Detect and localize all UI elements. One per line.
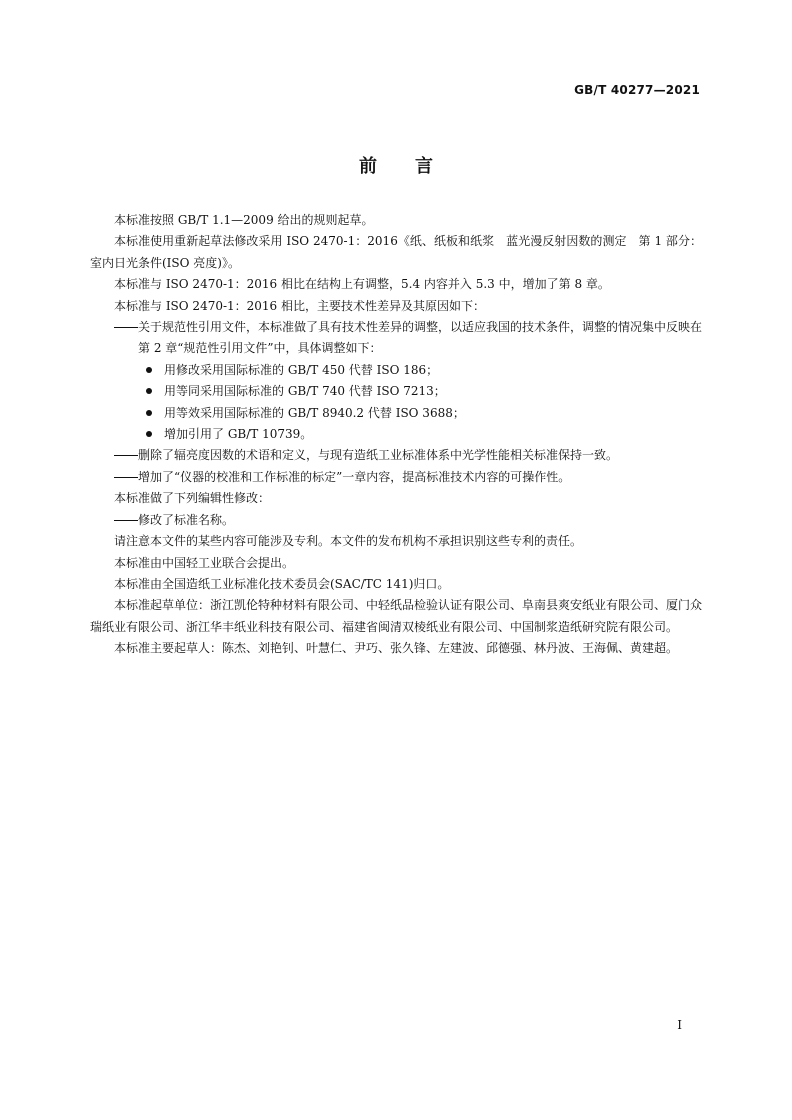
paragraph-patent-notice: 请注意本文件的某些内容可能涉及专利。本文件的发布机构不承担识别这些专利的责任。	[114, 534, 583, 549]
dash-item-normative-references	[90, 317, 702, 360]
em-dash-marker	[114, 520, 138, 521]
bullet-item-text: 增加引用了 GB/T 10739。	[164, 427, 313, 442]
bullet-item-text: 用修改采用国际标准的 GB/T 450 代替 ISO 186；	[164, 362, 439, 377]
paragraph-committee: 本标准由全国造纸工业标准化技术委员会(SAC/TC 141)归口。	[114, 576, 450, 591]
page-number: I	[677, 1018, 682, 1032]
document-code: GB/T 40277—2021	[574, 83, 700, 97]
paragraph-technical-differences: 本标准与 ISO 2470-1：2016 相比，主要技术性差异及其原因如下：	[114, 298, 486, 313]
dash-item-standard-name	[90, 510, 702, 531]
document-body	[90, 210, 702, 660]
page-title: 前言	[359, 156, 471, 177]
bullet-dot-icon	[146, 388, 152, 394]
em-dash-marker	[114, 327, 138, 328]
paragraph-editorial-changes: 本标准做了下列编辑性修改：	[114, 491, 271, 506]
bullet-item	[90, 381, 702, 402]
paragraph-adoption: 本标准使用重新起草法修改采用 ISO 2470-1：2016《纸、纸板和纸浆 蓝光漫反射因数的测定 第 1 部分：室内日光条件(ISO 亮度)》。	[90, 234, 702, 270]
dash-item-text: 关于规范性引用文件，本标准做了具有技术性差异的调整，以适应我国的技术条件，调整的情况集中反映在第 2 章“规范性引用文件”中，具体调整如下：	[138, 320, 703, 356]
dash-item-text: 删除了辐亮度因数的术语和定义，与现有造纸工业标准体系中光学性能相关标准保持一致。	[138, 448, 619, 463]
dash-item-text: 修改了标准名称。	[138, 512, 235, 527]
dash-item-text: 增加了“仪器的校准和工作标准的标定”一章内容，提高标准技术内容的可操作性。	[138, 469, 571, 484]
paragraph-structure-changes: 本标准与 ISO 2470-1：2016 相比在结构上有调整，5.4 内容并入 5.3 中，增加了第 8 章。	[114, 277, 610, 292]
bullet-dot-icon	[146, 410, 152, 416]
bullet-item	[90, 360, 702, 381]
bullet-item-text: 用等同采用国际标准的 GB/T 740 代替 ISO 7213；	[164, 384, 446, 399]
em-dash-marker	[114, 455, 138, 456]
paragraph-drafting-rules: 本标准按照 GB/T 1.1—2009 给出的规则起草。	[114, 213, 374, 227]
dash-item-calibration-chapter	[90, 467, 702, 488]
bullet-item	[90, 424, 702, 445]
bullet-item-text: 用等效采用国际标准的 GB/T 8940.2 代替 ISO 3688；	[164, 405, 465, 420]
paragraph-drafters: 本标准主要起草人：陈杰、刘艳钊、叶慧仁、尹巧、张久锋、左建波、邱德强、林丹波、王海佩、黄建超。	[114, 641, 679, 656]
bullet-dot-icon	[146, 431, 152, 437]
bullet-item	[90, 403, 702, 424]
paragraph-proposer: 本标准由中国轻工业联合会提出。	[114, 555, 295, 570]
dash-item-radiance-factor	[90, 445, 702, 466]
paragraph-drafting-organizations: 本标准起草单位：浙江凯伦特种材料有限公司、中轻纸品检验认证有限公司、阜南县爽安纸业有限公司、厦门众瑞纸业有限公司、浙江华丰纸业科技有限公司、福建省闽清双棱纸业有限公司、中国制浆造纸研究院有限公司。	[90, 598, 703, 634]
bullet-dot-icon	[146, 367, 152, 373]
em-dash-marker	[114, 477, 138, 478]
